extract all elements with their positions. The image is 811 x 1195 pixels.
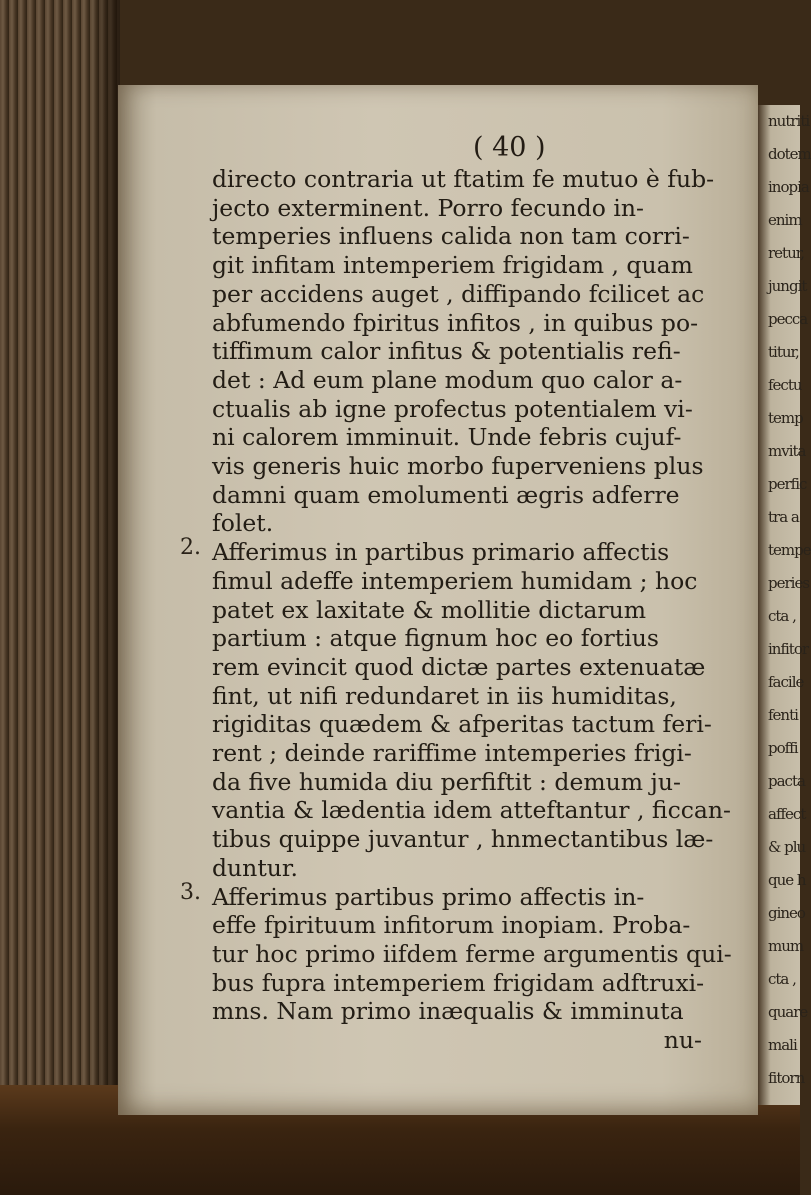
adjacent-page-fragment: temp: [768, 409, 803, 427]
adjacent-page-fragment: tempe: [768, 541, 811, 559]
adjacent-page-text: [758, 105, 811, 1095]
text-line: patet ex laxitate & mollitie dictarum: [212, 595, 647, 624]
text-line: abfumendo fpiritus infitos , in quibus po-: [212, 308, 699, 337]
adjacent-page: [758, 105, 811, 1105]
adjacent-page-fragment: jungit: [768, 277, 807, 295]
text-line: git infitam intemperiem frigidam , quam: [212, 251, 693, 280]
adjacent-page-fragment: mvita: [768, 442, 806, 460]
text-line: tur hoc primo iifdem ferme argumentis qui-: [212, 939, 732, 968]
text-line: folet.: [212, 509, 274, 538]
adjacent-page-fragment: perfic: [768, 475, 807, 493]
adjacent-page-fragment: poffi: [768, 739, 798, 757]
text-line: vis generis huic morbo fuperveniens plus: [212, 452, 704, 481]
adjacent-page-fragment: retur,: [768, 244, 805, 262]
text-line: directo contraria ut ftatim fe mutuo è fub-: [212, 165, 715, 193]
text-line: rent ; deinde rariffime intemperies frigi-: [212, 739, 692, 768]
body-text: [212, 165, 732, 1055]
text-line: per accidens auget , diffipando fcilicet ac: [212, 279, 705, 308]
margin-number: 3.: [180, 880, 201, 905]
adjacent-page-fragment: enim: [768, 211, 802, 229]
text-line: temperies influens calida non tam corri-: [212, 222, 690, 251]
adjacent-page-fragment: titur,: [768, 343, 799, 361]
adjacent-page-fragment: pecca: [768, 310, 808, 328]
text-line: partium : atque fignum hoc eo fortius: [212, 624, 659, 653]
adjacent-page-fragment: cta ,: [768, 970, 796, 988]
text-line: nu-: [663, 1026, 702, 1055]
text-line: rem evincit quod dictæ partes extenuatæ: [212, 652, 706, 681]
adjacent-page-fragment: fectu: [768, 376, 802, 394]
adjacent-page-fragment: inopia: [768, 178, 809, 196]
text-line: tibus quippe juvantur , hnmectantibus læ-: [212, 825, 714, 854]
adjacent-page-fragment: dotem: [768, 145, 811, 163]
adjacent-page-fragment: peries: [768, 574, 810, 592]
text-line: tiffimum calor infitus & potentialis refi-: [212, 337, 681, 366]
adjacent-page-fragment: nutriti: [768, 112, 810, 130]
adjacent-page-fragment: quare: [768, 1003, 808, 1021]
page-number-header: ( 40 ): [473, 132, 546, 163]
adjacent-page-fragment: cta ,: [768, 607, 796, 625]
adjacent-page-fragment: pacta: [768, 772, 805, 790]
text-line: da five humida diu perfiftit : demum ju-: [212, 767, 681, 796]
adjacent-page-fragment: gineo: [768, 904, 805, 922]
text-line: ctualis ab igne profectus potentialem vi-: [212, 394, 693, 423]
text-line: Afferimus partibus primo affectis in-: [212, 882, 645, 911]
text-line: damni quam emolumenti ægris adferre: [212, 480, 680, 509]
adjacent-page-fragment: & plu: [768, 838, 806, 856]
text-line: effe fpirituum infitorum inopiam. Proba-: [212, 911, 691, 940]
text-line: ni calorem imminuit. Unde febris cujuf-: [212, 423, 682, 452]
adjacent-page-fragment: tra a: [768, 508, 799, 526]
adjacent-page-fragment: fitorn: [768, 1069, 805, 1087]
text-line: vantia & lædentia idem atteftantur , ficcan-: [212, 796, 731, 825]
text-line: rigiditas quædem & afperitas tactum feri-: [212, 710, 712, 739]
adjacent-page-fragment: mali: [768, 1036, 797, 1054]
adjacent-page-fragment: fenti: [768, 706, 798, 724]
text-line: bus fupra intemperiem frigidam adftruxi-: [212, 968, 705, 997]
text-line: Afferimus in partibus primario affectis: [212, 538, 670, 567]
adjacent-page-fragment: que h: [768, 871, 806, 889]
adjacent-page-fragment: infitor: [768, 640, 809, 658]
book-binding-edge: [0, 0, 120, 1195]
text-line: jecto exterminent. Porro fecundo in-: [212, 193, 644, 222]
text-line: mns. Nam primo inæqualis & imminuta: [212, 997, 684, 1026]
adjacent-page-fragment: affect: [768, 805, 806, 823]
adjacent-page-fragment: mum: [768, 937, 804, 955]
text-line: fimul adeffe intemperiem humidam ; hoc: [212, 566, 698, 595]
text-line: duntur.: [212, 853, 299, 882]
adjacent-page-fragment: facile: [768, 673, 804, 691]
margin-number: 2.: [180, 535, 201, 560]
text-line: det : Ad eum plane modum quo calor a-: [212, 365, 683, 394]
text-line: fint, ut nifi redundaret in iis humiditas,: [212, 681, 677, 710]
